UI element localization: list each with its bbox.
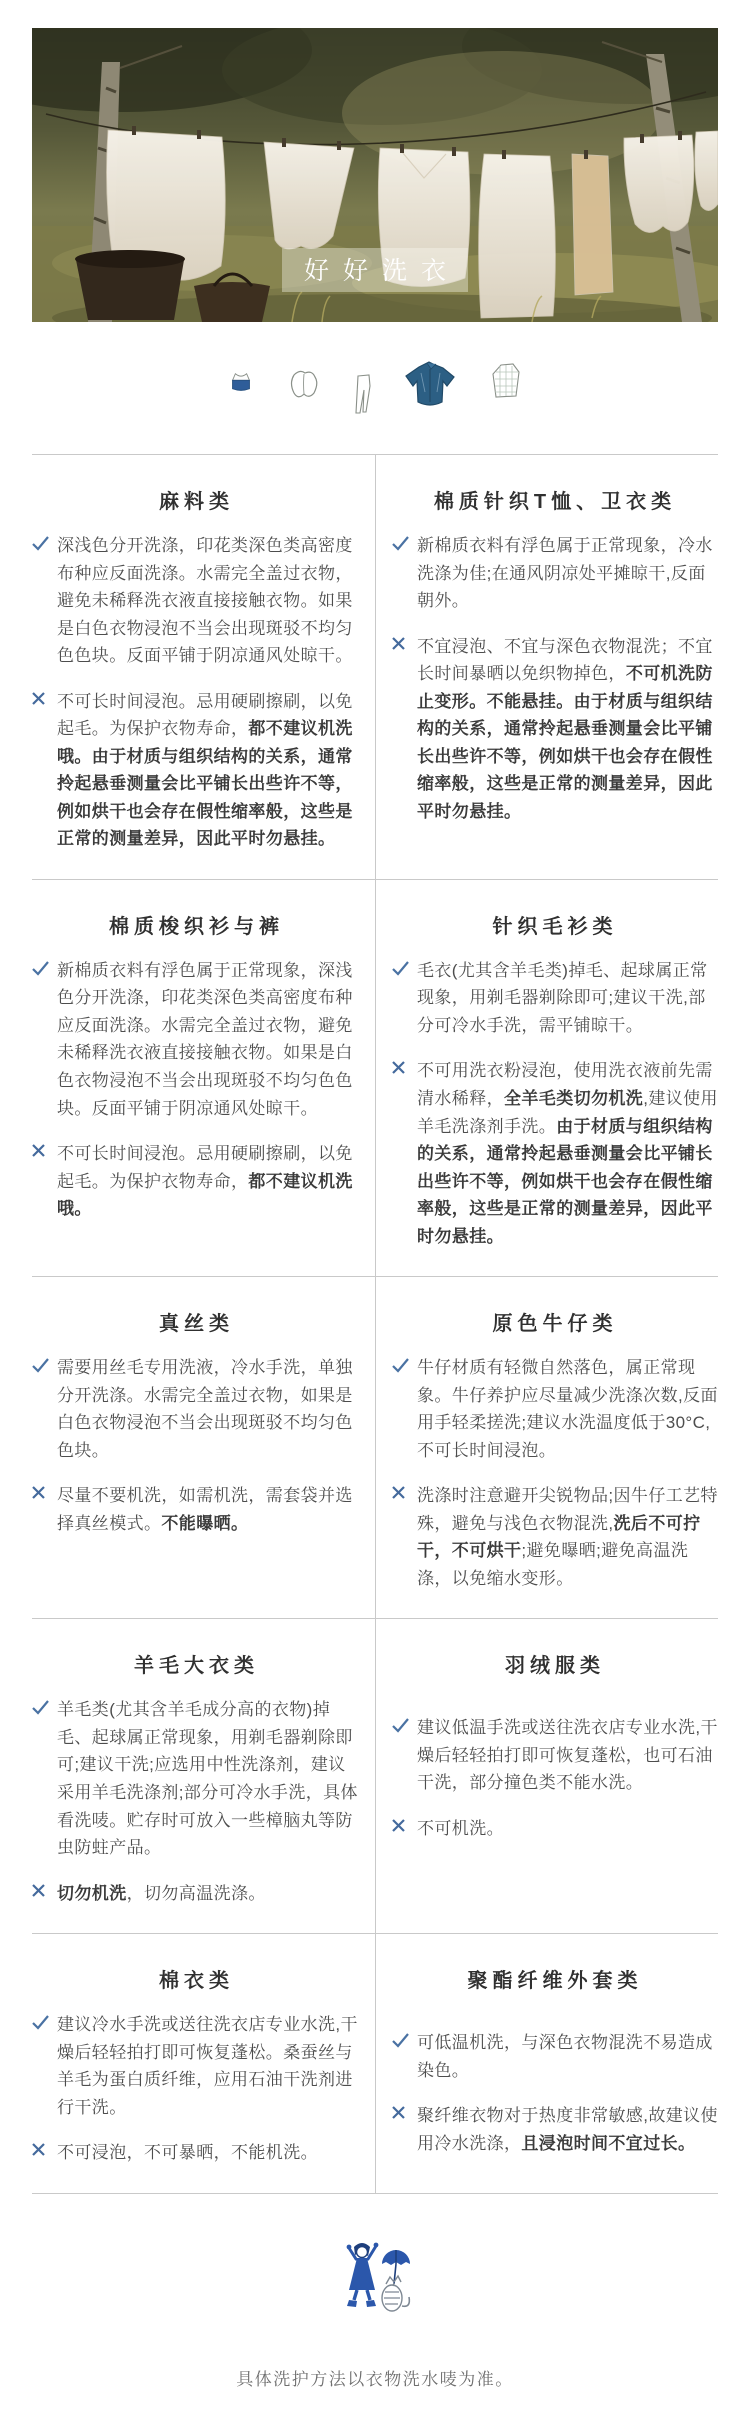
section-title: 羽绒服类 [505, 1655, 605, 1678]
cross-icon [392, 633, 417, 826]
do-item [392, 1714, 718, 1797]
section-linen [32, 455, 375, 879]
dont-text: 不可长时间浸泡。忌用硬刷擦刷，以免起毛。为保护衣物寿命，都不建议机洗哦。由于材质与组织结构的关系，通常拎起悬垂测量会比平铺长出些许不等，例如烘干也会存在假性缩率般，这些是正常的测量差异，因此平时勿悬挂。 [57, 691, 353, 849]
hero-photo [32, 28, 718, 322]
section-raw-denim [375, 1277, 718, 1618]
section-wool-coat [32, 1619, 375, 1933]
blue-vest-icon [226, 369, 256, 401]
do-item [32, 1354, 361, 1464]
dont-item [392, 633, 718, 826]
care-grid-row-5 [32, 1933, 718, 2194]
check-icon [32, 1354, 57, 1464]
dont-text: 切勿机洗，切勿高温洗涤。 [57, 1883, 266, 1903]
care-grid-row-3 [32, 1276, 718, 1618]
check-icon [32, 532, 57, 670]
dont-item [32, 2139, 361, 2167]
dont-text: 不宜浸泡、不宜与深色衣物混洗；不宜长时间暴晒以免织物掉色，不可机洗防止变形。不能悬挂。由于材质与组织结构的关系，通常拎起悬垂测量会比平铺长出些许不等，例如烘干也会存在假性缩率般，这些是正常的测量差异，因此平时勿悬挂。 [417, 636, 713, 821]
white-pants-icon [352, 373, 374, 415]
dont-item [32, 1140, 361, 1223]
do-item [392, 532, 718, 615]
do-item [392, 2029, 718, 2084]
section-title: 聚酯纤维外套类 [467, 1970, 643, 1993]
dont-text: 尽量不要机洗，如需机洗，需套袋并选择真丝模式。不能曝晒。 [57, 1486, 353, 1533]
check-icon [392, 957, 417, 1040]
dont-text: 洗涤时注意避开尖锐物品;因牛仔工艺特殊，避免与浅色衣物混洗,洗后不可拧干，不可烘干;避免曝晒;避免高温洗涤，以免缩水变形。 [417, 1486, 718, 1588]
care-grid-row-1 [32, 454, 718, 879]
do-text: 建议低温手洗或送往洗衣店专业水洗,干燥后轻轻拍打即可恢复蓬松，也可石油干洗，部分撞色类不能水洗。 [417, 1718, 718, 1793]
dont-text: 聚纤维衣物对于热度非常敏感,故建议使用冷水洗涤，且浸泡时间不宜过长。 [417, 2106, 718, 2153]
section-title: 棉质针织T恤、卫衣类 [433, 491, 677, 513]
dont-item [392, 1815, 718, 1843]
white-jacket-icon [286, 368, 322, 402]
care-grid-row-2 [32, 879, 718, 1276]
section-polyester-jacket [375, 1934, 718, 2193]
footer [32, 2194, 718, 2436]
cross-icon [32, 688, 57, 853]
do-text: 新棉质衣料有浮色属于正常现象，深浅色分开洗涤，印花类深色类高密度布种应反面洗涤。水需完全盖过衣物，避免未稀释洗衣液直接接触衣物。如果是白色衣物浸泡不当会出现斑驳不均匀色色块。反面平铺于阴凉通风处晾干。 [57, 960, 353, 1118]
section-title: 麻料类 [159, 491, 234, 513]
care-grid [32, 454, 718, 2194]
dont-text: 不可浸泡，不可暴晒，不能机洗。 [57, 2143, 318, 2163]
dont-text: 不可用洗衣粉浸泡，使用洗衣液前先需清水稀释，全羊毛类切勿机洗,建议使用羊毛洗涤剂手洗。由于材质与组织结构的关系，通常拎起悬垂测量会比平铺长出些许不等，例如烘干也会存在假性缩率般，这些是正常的测量差异，因此平时勿悬挂。 [417, 1061, 718, 1246]
do-item [32, 2011, 361, 2121]
dont-item [32, 688, 361, 853]
cross-icon [392, 1057, 417, 1250]
do-item [32, 957, 361, 1122]
dont-item [32, 1880, 361, 1908]
dont-text: 不可机洗。 [417, 1819, 504, 1838]
dont-item [392, 2102, 718, 2157]
section-title: 棉质梭织衫与裤 [109, 915, 284, 938]
do-text: 牛仔材质有轻微自然落色，属正常现象。牛仔养护应尽量减少洗涤次数,反面用手轻柔搓洗;建议水洗温度低于30°C,不可长时间浸泡。 [417, 1358, 718, 1460]
denim-shirt-icon [404, 360, 458, 410]
section-title: 棉衣类 [159, 1970, 234, 1993]
cross-icon [32, 1140, 57, 1223]
check-icon [392, 1714, 417, 1797]
dont-text: 不可长时间浸泡。忌用硬刷擦刷，以免起毛。为保护衣物寿命，都不建议机洗哦。 [57, 1144, 353, 1219]
section-title: 真丝类 [159, 1313, 234, 1336]
section-title: 原色牛仔类 [492, 1313, 618, 1336]
check-icon [392, 1354, 417, 1464]
cross-icon [32, 1880, 57, 1908]
cross-icon [392, 1482, 417, 1592]
section-title: 针织毛衫类 [492, 915, 618, 938]
plaid-shirt-icon [488, 361, 524, 399]
section-down-jacket [375, 1619, 718, 1933]
do-text: 新棉质衣料有浮色属于正常现象，冷水洗涤为佳;在通风阴凉处平摊晾干,反面朝外。 [417, 536, 713, 611]
do-text: 羊毛类(尤其含羊毛成分高的衣物)掉毛、起球属正常现象，用剃毛器剃除即可;建议干洗;应选用中性洗涤剂，建议采用羊毛洗涤剂;部分可冷水手洗，具体看洗唛。贮存时可放入一些樟脑丸等防虫防蛀产品。 [57, 1700, 358, 1858]
hero-title: 好好洗衣 [282, 248, 468, 292]
cross-icon [392, 1815, 417, 1843]
clothing-icon-row [32, 322, 718, 454]
section-cotton-woven [32, 880, 375, 1276]
cross-icon [32, 1482, 57, 1537]
section-title: 羊毛大衣类 [134, 1655, 259, 1678]
do-item [392, 957, 718, 1040]
dont-item [32, 1482, 361, 1537]
check-icon [32, 1696, 57, 1861]
section-padded-cotton [32, 1934, 375, 2193]
check-icon [392, 2029, 417, 2084]
check-icon [392, 532, 417, 615]
do-item [392, 1354, 718, 1464]
do-text: 需要用丝毛专用洗液，冷水手洗，单独分开洗涤。水需完全盖过衣物，如果是白色衣物浸泡不当会出现斑驳不均匀色色块。 [57, 1358, 353, 1460]
do-text: 可低温机洗，与深色衣物混洗不易造成染色。 [417, 2033, 713, 2080]
check-icon [32, 2011, 57, 2121]
do-text: 毛衣(尤其含羊毛类)掉毛、起球属正常现象，用剃毛器剃除即可;建议干洗,部分可冷水手洗，需平铺晾干。 [417, 960, 708, 1035]
care-grid-row-4 [32, 1618, 718, 1933]
girl-and-cat-umbrella-illustration [330, 2238, 420, 2320]
check-icon [32, 957, 57, 1122]
do-item [32, 532, 361, 670]
dont-item [392, 1057, 718, 1250]
footnote: 具体洗护方法以衣物洗水唛为准。 [236, 2369, 514, 2389]
do-text: 建议冷水手洗或送往洗衣店专业水洗,干燥后轻轻拍打即可恢复蓬松。桑蚕丝与羊毛为蛋白质纤维，应用石油干洗剂进行干洗。 [57, 2015, 358, 2117]
dont-item [392, 1482, 718, 1592]
cross-icon [32, 2139, 57, 2167]
section-knit-sweater [375, 880, 718, 1276]
section-silk [32, 1277, 375, 1618]
do-item [32, 1696, 361, 1861]
section-cotton-knit-tee [375, 455, 718, 879]
cross-icon [392, 2102, 417, 2157]
do-text: 深浅色分开洗涤，印花类深色类高密度布种应反面洗涤。水需完全盖过衣物，避免未稀释洗衣液直接接触衣物。如果是白色衣物浸泡不当会出现斑驳不均匀色色块。反面平铺于阴凉通风处晾干。 [57, 536, 353, 666]
